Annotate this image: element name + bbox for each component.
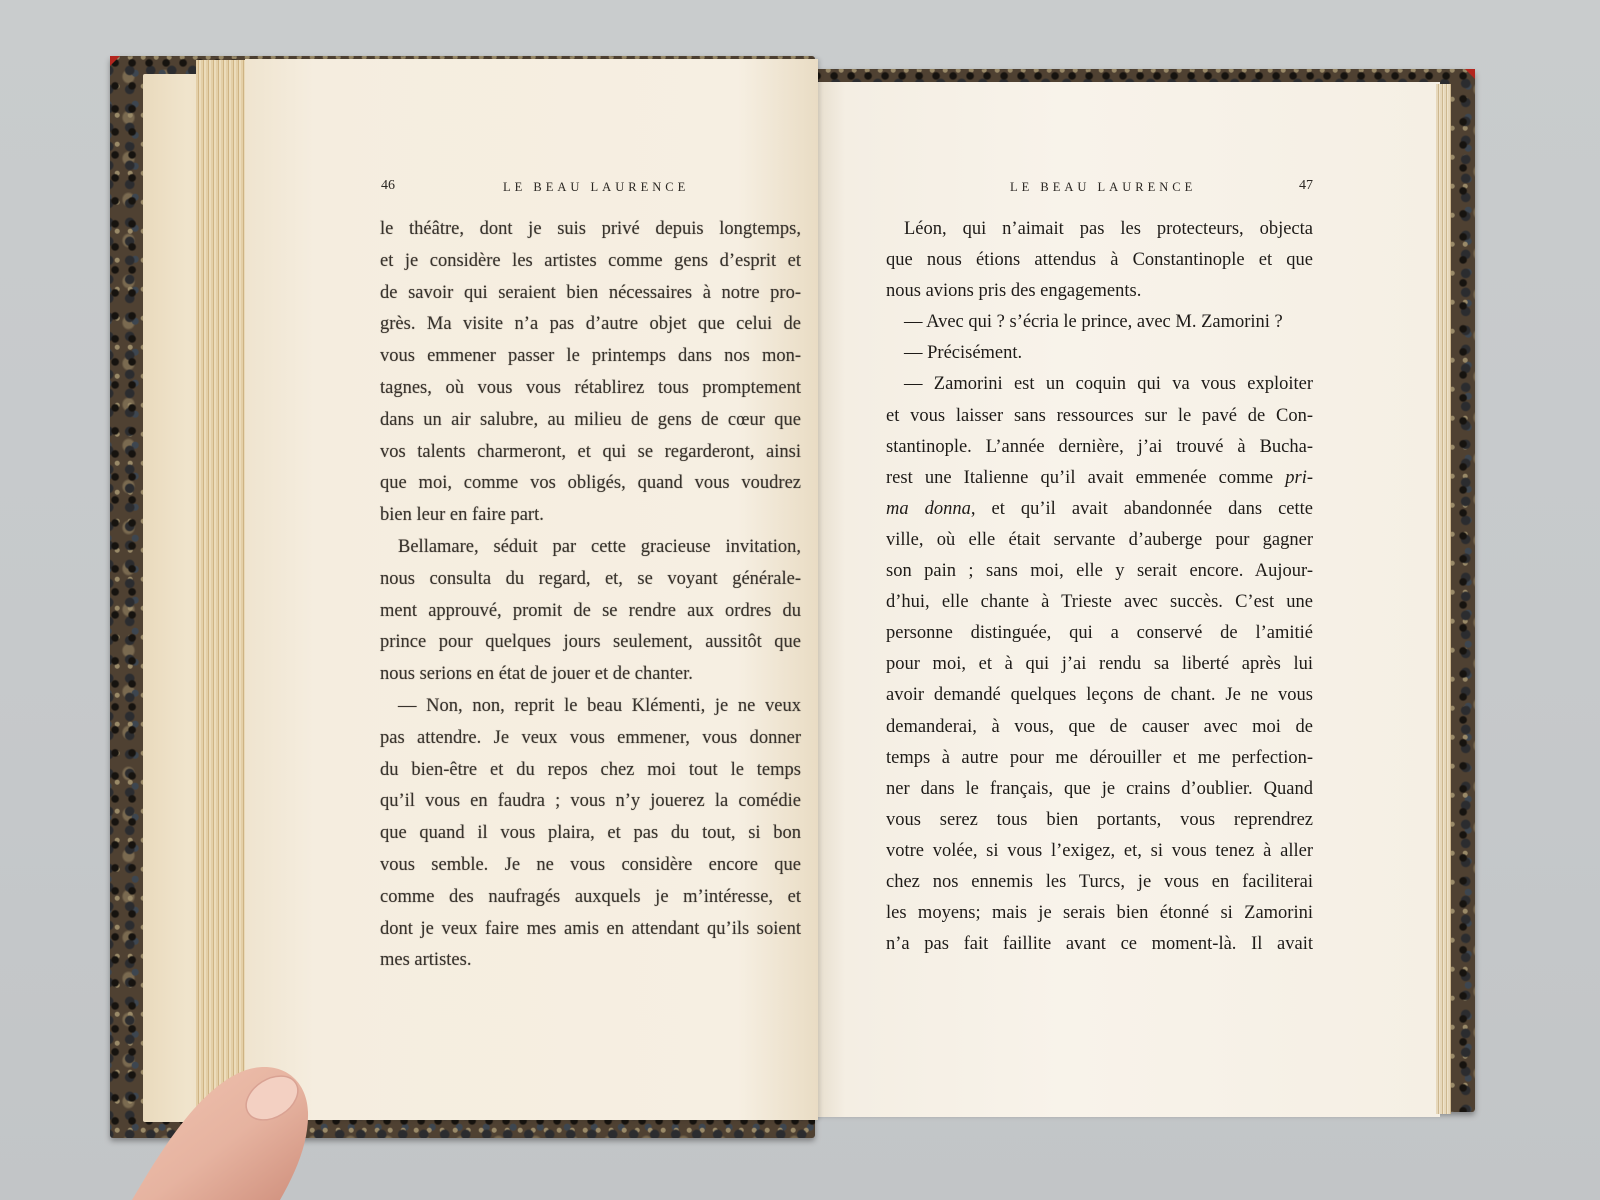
text-line: les moyens; mais je serais bien étonné si Zamorini (886, 903, 1313, 924)
text-line (886, 494, 1313, 525)
text-line: et vous laisser sans ressources sur le pavé de Con- (886, 405, 1313, 426)
text-block-right (886, 214, 1313, 960)
paragraph (380, 214, 801, 532)
running-head-left: LE BEAU LAURENCE (503, 180, 690, 194)
text-line: nous avions pris des engagements. (886, 281, 1142, 302)
text-line: ment approuvé, promit de se rendre aux ordres du (380, 600, 801, 621)
text-run: rest une Italienne qu’il avait emmenée comme (886, 467, 1286, 488)
text-line: dont je veux faire mes amis en attendant qu’ils soient (380, 918, 801, 939)
text-line: stantinople. L’année dernière, j’ai trouvé à Bucha- (886, 436, 1313, 457)
page-fore-edge-left (196, 60, 248, 1122)
paragraph (886, 214, 1313, 307)
text-line: mes artistes. (380, 950, 472, 971)
italic-text: ma donna (886, 498, 971, 519)
text-line: n’a pas fait faillite avant ce moment-là. Il avait (886, 934, 1313, 955)
cover-corner-left (110, 56, 120, 66)
text-line: de savoir qui seraient bien nécessaires à notre pro- (380, 282, 801, 303)
text-line: — Avec qui ? s’écria le prince, avec M. Zamorini ? (904, 312, 1283, 333)
text-line: — Zamorini est un coquin qui va vous exploiter (904, 374, 1313, 395)
text-line: son pain ; sans moi, elle y serait encore. Aujour- (886, 561, 1313, 582)
text-line: — Précisément. (904, 343, 1023, 364)
text-line: demanderai, à vous, que de causer avec moi de (886, 716, 1313, 737)
text-block-left (380, 214, 801, 977)
text-run: , et qu’il avait abandonnée dans cette (970, 498, 1313, 519)
paragraph (886, 307, 1313, 338)
text-line: comme des naufragés auxquels je m’intéresse, et (380, 886, 801, 907)
cover-corner-right (1465, 69, 1475, 79)
text-line: votre volée, si vous l’exigez, et, si vous tenez à aller (886, 840, 1313, 861)
text-line (886, 463, 1313, 494)
text-line: prince pour quelques jours seulement, aussitôt que (380, 632, 801, 653)
text-line: le théâtre, dont je suis privé depuis longtemps, (380, 219, 801, 239)
text-line: qu’il vous en faudra ; vous n’y jouerez la comédie (380, 791, 801, 812)
running-head-right: LE BEAU LAURENCE (1010, 180, 1197, 194)
text-line: tagnes, où vous vous rétablirez tous promptement (380, 377, 801, 398)
text-line: chez nos ennemis les Turcs, je vous en faciliterai (886, 871, 1313, 892)
text-line: grès. Ma visite n’a pas d’autre objet que celui de (380, 314, 801, 335)
text-line: vous emmener passer le printemps dans nos mon- (380, 346, 801, 367)
paragraph (886, 369, 1313, 960)
page-number-left: 46 (381, 178, 395, 193)
text-line: et je considère les artistes comme gens d’esprit et (380, 250, 801, 271)
text-line: vos talents charmeront, et qui se regarderont, ainsi (380, 441, 801, 462)
text-line: dans un air salubre, au milieu de gens de cœur que (380, 409, 801, 430)
italic-text: pri- (1285, 467, 1313, 488)
page-fore-edge-right (1436, 84, 1451, 1114)
text-line: que moi, comme vos obligés, quand vous voudrez (380, 473, 801, 494)
finger (120, 1040, 320, 1200)
text-line: pas attendre. Je veux vous emmener, vous donner (380, 727, 801, 748)
text-line: — Non, non, reprit le beau Klémenti, je ne veux (398, 695, 801, 716)
text-line: avoir demandé quelques leçons de chant. Je ne vous (886, 685, 1313, 706)
text-line: d’hui, elle chante à Trieste avec succès. C’est une (886, 592, 1313, 613)
text-line: ner dans le français, que je crains d’oublier. Quand (886, 778, 1313, 799)
text-line: que nous étions attendus à Constantinople et que (886, 250, 1313, 271)
text-line: nous serions en état de jouer et de chanter. (380, 664, 693, 685)
text-line: Léon, qui n’aimait pas les protecteurs, objecta (904, 219, 1313, 239)
text-line: du bien-être et du repos chez moi tout le temps (380, 759, 801, 780)
text-line: nous consulta du regard, et, se voyant générale- (380, 568, 801, 589)
text-line: temps à autre pour me dérouiller et me perfection- (886, 747, 1313, 768)
text-line: pour moi, et à qui j’ai rendu sa liberté après lui (886, 654, 1313, 675)
text-line: Bellamare, séduit par cette gracieuse invitation, (398, 536, 801, 557)
text-line: que quand il vous plaira, et pas du tout, si bon (380, 823, 801, 844)
text-line: ville, où elle était servante d’auberge pour gagner (886, 529, 1313, 550)
text-line: vous semble. Je ne vous considère encore que (380, 854, 801, 875)
paragraph (380, 532, 801, 691)
paragraph (380, 691, 801, 977)
text-line: vous serez tous bien portants, vous reprendrez (886, 809, 1313, 830)
text-line: bien leur en faire part. (380, 505, 544, 526)
text-line: personne distinguée, qui a conservé de l’amitié (886, 623, 1313, 644)
page-number-right: 47 (1299, 178, 1313, 193)
paragraph (886, 338, 1313, 369)
